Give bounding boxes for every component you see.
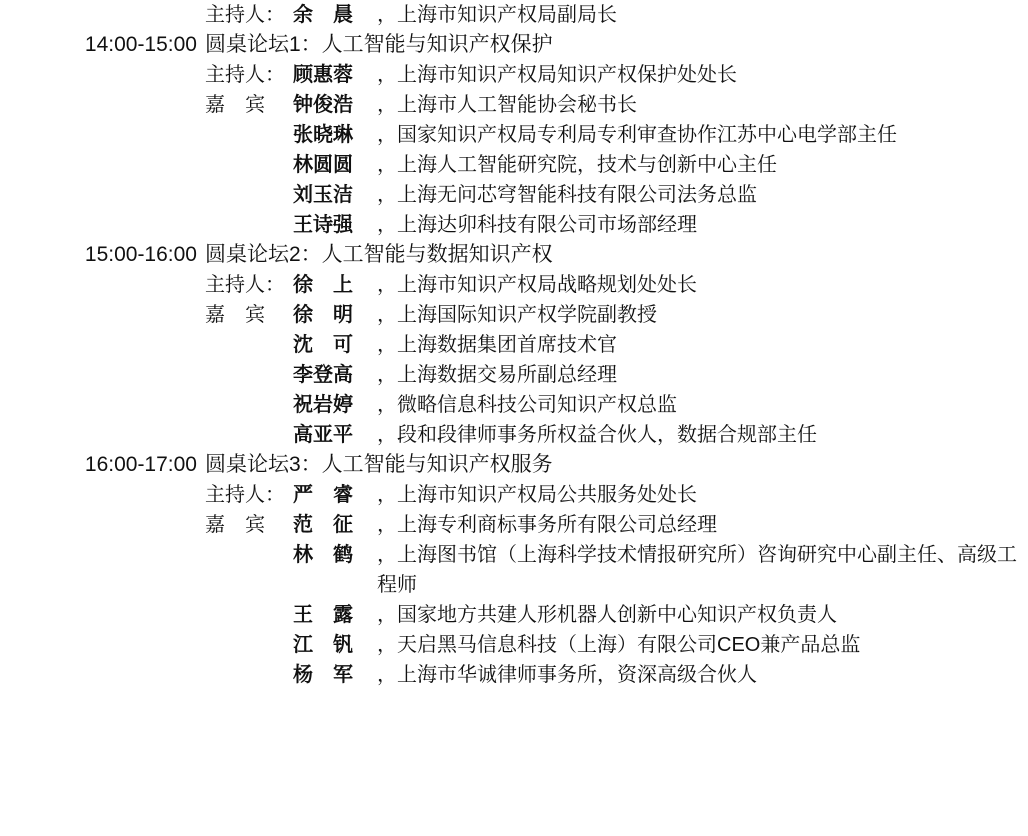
host-label: 主持人： (205, 274, 285, 296)
guest-desc: ，天启黑马信息科技（上海）有限公司CEO兼产品总监 (377, 634, 861, 656)
host-line (205, 480, 1028, 510)
session-title-row (0, 450, 1028, 480)
guest-desc: ，上海数据交易所副总经理 (377, 364, 617, 386)
guest-desc: ，国家知识产权局专利局专利审查协作江苏中心电学部主任 (377, 124, 897, 146)
guest-label: 嘉 宾 (205, 304, 265, 326)
host-name: 徐 上 (293, 274, 353, 296)
guest-line (205, 630, 1028, 660)
guest-desc: ，段和段律师事务所权益合伙人，数据合规部主任 (377, 424, 817, 446)
session-block (0, 30, 1028, 240)
host-line (205, 60, 1028, 90)
host-line (205, 0, 1028, 30)
session-time: 15:00-16:00 (84, 243, 197, 266)
guest-name: 林圆圆 (293, 154, 353, 176)
guest-name: 李登高 (293, 364, 353, 386)
guest-desc: ，国家地方共建人形机器人创新中心知识产权负责人 (377, 604, 837, 626)
guest-desc: ，上海数据集团首席技术官 (377, 334, 617, 356)
session-title: 圆桌论坛1：人工智能与知识产权保护 (205, 33, 553, 56)
guest-name: 张晓琳 (293, 124, 353, 146)
session-guest-row (0, 510, 1028, 690)
session-host-row (0, 270, 1028, 300)
session-guest-row (0, 300, 1028, 450)
guest-name: 高亚平 (293, 424, 353, 446)
guest-line (205, 180, 1028, 210)
guest-name: 杨 军 (293, 664, 353, 686)
guest-desc: ，上海达卯科技有限公司市场部经理 (377, 214, 697, 236)
host-label: 主持人： (205, 484, 285, 506)
guest-desc: ，上海无问芯穹智能科技有限公司法务总监 (377, 184, 757, 206)
guest-desc: ，上海专利商标事务所有限公司总经理 (377, 514, 717, 536)
host-desc: ，上海市知识产权局公共服务处处长 (377, 484, 697, 506)
host-name: 顾惠蓉 (293, 64, 353, 86)
session-title: 圆桌论坛3：人工智能与知识产权服务 (205, 453, 553, 476)
guest-line (205, 300, 1028, 330)
guest-line (205, 420, 1028, 450)
guest-line (205, 660, 1028, 690)
guest-name: 徐 明 (293, 304, 353, 326)
guest-name: 沈 可 (293, 334, 353, 356)
host-label: 主持人： (205, 64, 285, 86)
guest-desc: ，上海国际知识产权学院副教授 (377, 304, 657, 326)
guest-line (205, 210, 1028, 240)
guest-name: 江 钒 (293, 634, 353, 656)
guest-line (205, 120, 1028, 150)
continuation-host-row (0, 0, 1028, 30)
guest-label: 嘉 宾 (205, 514, 265, 536)
guest-desc: ，上海人工智能研究院，技术与创新中心主任 (377, 154, 777, 176)
guest-line (205, 510, 1028, 540)
session-time: 16:00-17:00 (84, 453, 197, 476)
session-title-row (0, 240, 1028, 270)
guest-name: 王诗强 (293, 214, 353, 236)
guest-line (205, 600, 1028, 630)
session-host-row (0, 60, 1028, 90)
session-guest-row (0, 90, 1028, 240)
host-line (205, 270, 1028, 300)
host-name: 严 睿 (293, 484, 353, 506)
host-label: 主持人： (205, 4, 285, 26)
guest-line (205, 390, 1028, 420)
guest-desc: ，上海市人工智能协会秘书长 (377, 94, 637, 116)
session-title: 圆桌论坛2：人工智能与数据知识产权 (205, 243, 553, 266)
guest-name: 范 征 (293, 514, 353, 536)
guest-label: 嘉 宾 (205, 94, 265, 116)
session-title-row (0, 30, 1028, 60)
guest-line (205, 540, 1028, 600)
host-desc: ，上海市知识产权局战略规划处处长 (377, 274, 697, 296)
guest-name: 祝岩婷 (293, 394, 353, 416)
guest-name: 王 露 (293, 604, 353, 626)
guest-desc: ，微略信息科技公司知识产权总监 (377, 394, 677, 416)
guest-name: 林 鹤 (293, 544, 353, 566)
guest-line (205, 330, 1028, 360)
session-block (0, 450, 1028, 690)
guest-desc: ，上海市华诚律师事务所，资深高级合伙人 (377, 664, 757, 686)
guest-name: 刘玉洁 (293, 184, 353, 206)
host-desc: ，上海市知识产权局知识产权保护处处长 (377, 64, 737, 86)
host-name: 余 晨 (293, 4, 353, 26)
session-block (0, 240, 1028, 450)
guest-line (205, 360, 1028, 390)
guest-name: 钟俊浩 (293, 94, 353, 116)
session-host-row (0, 480, 1028, 510)
host-desc: ，上海市知识产权局副局长 (377, 4, 617, 26)
guest-desc: ，上海图书馆（上海科学技术情报研究所）咨询研究中心副主任、高级工程师 (377, 544, 1017, 596)
guest-line (205, 90, 1028, 120)
session-time: 14:00-15:00 (84, 33, 197, 56)
guest-line (205, 150, 1028, 180)
